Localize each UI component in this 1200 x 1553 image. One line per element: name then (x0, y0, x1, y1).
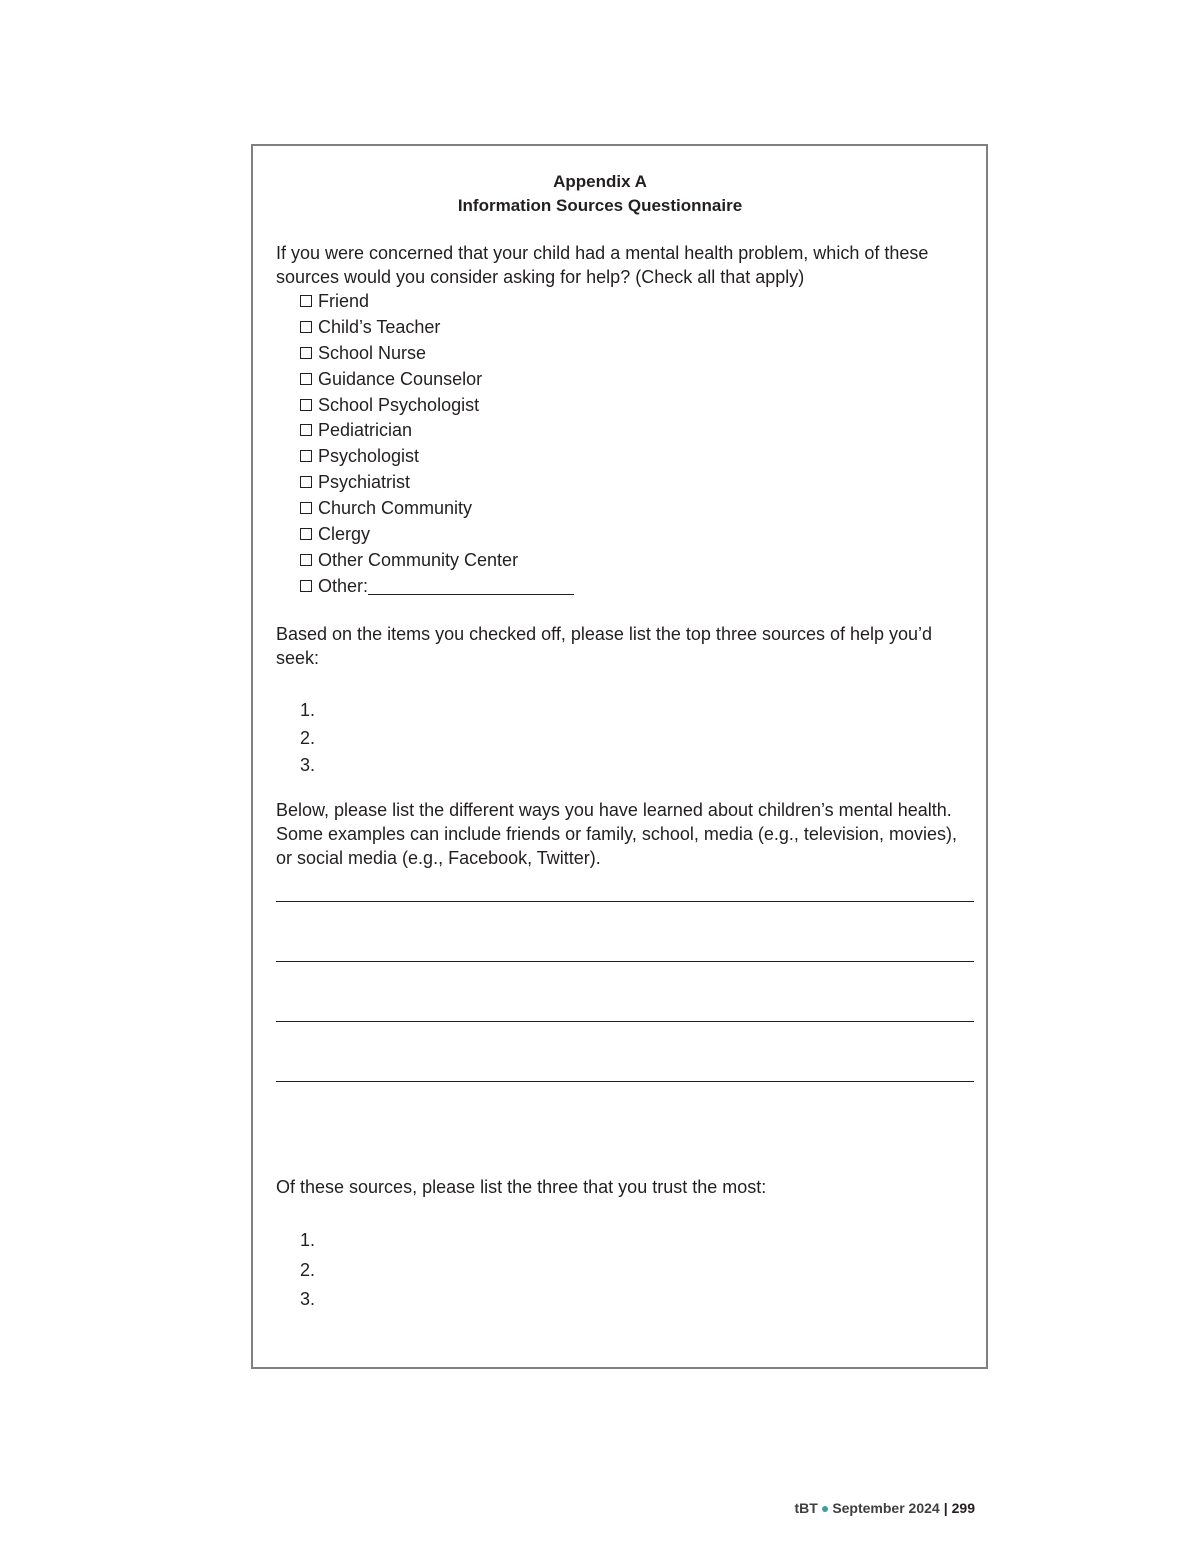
checklist-label: Clergy (318, 524, 371, 545)
checklist-label: Friend (318, 291, 370, 311)
checklist-item-pediatrician[interactable] (300, 418, 574, 444)
checklist-label: Psychologist (318, 446, 420, 467)
checkbox-icon[interactable] (300, 528, 312, 540)
checklist-item-psychologist[interactable] (300, 444, 574, 470)
question-help-sources: If you were concerned that your child had a mental health problem, which of these sources would you consider asking for help? (Check all that apply) (276, 243, 929, 287)
checklist-item-clergy[interactable] (300, 522, 574, 548)
checkbox-icon[interactable] (300, 476, 312, 488)
checkbox-icon[interactable] (300, 373, 312, 385)
checklist-label: Guidance Counselor (318, 368, 483, 389)
page-number: 299 (951, 1500, 975, 1516)
list-number: 3. (300, 1289, 316, 1309)
checkbox-icon[interactable] (300, 580, 312, 592)
answer-line[interactable] (276, 961, 974, 962)
checklist-item-school-nurse[interactable] (300, 341, 574, 367)
question-top-three: Based on the items you checked off, please list the top three sources of help you’d seek: (276, 624, 933, 668)
checklist-label: Church Community (318, 498, 473, 519)
checklist-label: Other Community Center (318, 549, 519, 570)
list-number: 2. (300, 1259, 316, 1280)
question-learning-ways: Below, please list the different ways you have learned about children’s mental health. Some examples can include friends or family, school, media (e.g., television, movies), or social media (e.g., Facebook, Twitter). (276, 800, 957, 868)
checklist-label: Other: (318, 575, 369, 596)
checklist-item-psychiatrist[interactable] (300, 470, 574, 496)
most-trusted-list (300, 1226, 315, 1315)
checklist-label: Pediatrician (318, 420, 413, 441)
checklist-item-other-community-center[interactable] (300, 548, 574, 574)
top-three-list (300, 696, 315, 779)
answer-line[interactable] (276, 1081, 974, 1082)
other-blank-line[interactable] (368, 576, 574, 595)
checklist-item-church-community[interactable] (300, 496, 574, 522)
bullet-dot-icon: ● (820, 1500, 830, 1516)
separator-bar: | (943, 1500, 948, 1516)
answer-line[interactable] (276, 901, 974, 902)
checkbox-icon[interactable] (300, 554, 312, 566)
help-sources-checklist (300, 289, 574, 600)
checkbox-icon[interactable] (300, 295, 312, 307)
checklist-label: School Psychologist (318, 394, 480, 415)
checklist-label: School Nurse (318, 342, 427, 363)
journal-name: tBT (794, 1500, 818, 1516)
questionnaire-title: Information Sources Questionnaire (457, 196, 743, 215)
checklist-item-childs-teacher[interactable] (300, 315, 574, 341)
question-most-trusted: Of these sources, please list the three that you trust the most: (276, 1177, 767, 1197)
checkbox-icon[interactable] (300, 399, 312, 411)
checkbox-icon[interactable] (300, 424, 312, 436)
checkbox-icon[interactable] (300, 502, 312, 514)
checkbox-icon[interactable] (300, 321, 312, 333)
checklist-item-friend[interactable] (300, 289, 574, 315)
checklist-item-school-psychologist[interactable] (300, 393, 574, 419)
answer-line[interactable] (276, 1021, 974, 1022)
checklist-label: Psychiatrist (318, 472, 411, 493)
checkbox-icon[interactable] (300, 347, 312, 359)
list-number: 1. (300, 700, 316, 720)
page-footer (795, 1500, 975, 1516)
issue-date: September 2024 (832, 1500, 940, 1516)
checklist-item-other[interactable] (300, 574, 574, 600)
appendix-title: Appendix A (553, 172, 647, 191)
checklist-item-guidance-counselor[interactable] (300, 367, 574, 393)
list-number: 1. (300, 1230, 316, 1250)
list-number: 2. (300, 727, 316, 748)
checklist-label: Child’s Teacher (318, 316, 441, 337)
checkbox-icon[interactable] (300, 450, 312, 462)
list-number: 3. (300, 755, 316, 775)
